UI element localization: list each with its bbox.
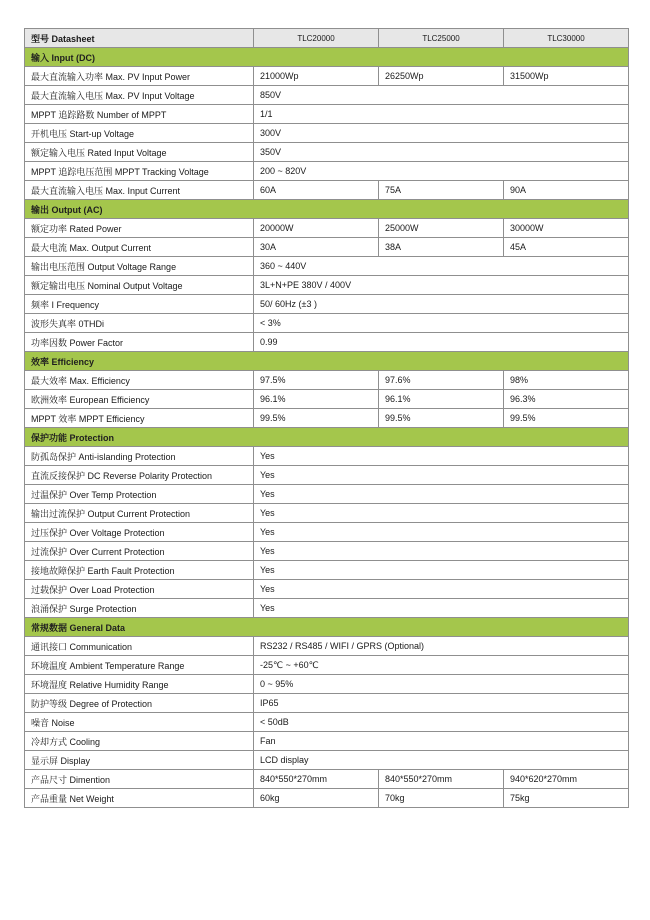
row-label: 过流保护 Over Current Protection — [25, 542, 254, 561]
row-value: 99.5% — [504, 409, 629, 428]
table-row — [25, 257, 629, 276]
row-value: 97.6% — [379, 371, 504, 390]
row-value: 38A — [379, 238, 504, 257]
table-row — [25, 162, 629, 181]
row-value: 30A — [254, 238, 379, 257]
row-value-merged: < 3% — [254, 314, 629, 333]
section-title: 效率 Efficiency — [25, 352, 629, 371]
table-row — [25, 637, 629, 656]
table-row — [25, 751, 629, 770]
section-band — [25, 618, 629, 637]
table-row — [25, 523, 629, 542]
row-value-merged: RS232 / RS485 / WIFI / GPRS (Optional) — [254, 637, 629, 656]
row-label: 直流反接保护 DC Reverse Polarity Protection — [25, 466, 254, 485]
table-row — [25, 390, 629, 409]
row-value: 75A — [379, 181, 504, 200]
table-row — [25, 732, 629, 751]
table-row — [25, 504, 629, 523]
table-row — [25, 466, 629, 485]
row-label: 过压保护 Over Voltage Protection — [25, 523, 254, 542]
row-value: 45A — [504, 238, 629, 257]
row-value: 21000Wp — [254, 67, 379, 86]
table-row — [25, 86, 629, 105]
section-band — [25, 200, 629, 219]
row-value: 97.5% — [254, 371, 379, 390]
row-value: 25000W — [379, 219, 504, 238]
row-label: 防孤岛保护 Anti-islanding Protection — [25, 447, 254, 466]
table-row — [25, 219, 629, 238]
row-label: 通讯接口 Communication — [25, 637, 254, 656]
row-label: 显示屏 Display — [25, 751, 254, 770]
table-row — [25, 143, 629, 162]
table-row — [25, 371, 629, 390]
table-row — [25, 656, 629, 675]
row-label: 额定输出电压 Nominal Output Voltage — [25, 276, 254, 295]
row-value: 75kg — [504, 789, 629, 808]
row-value-merged: 1/1 — [254, 105, 629, 124]
row-label: 环境湿度 Relative Humidity Range — [25, 675, 254, 694]
table-row — [25, 333, 629, 352]
datasheet-title-cell: 型号 Datasheet — [25, 29, 254, 48]
table-row — [25, 238, 629, 257]
row-value: 70kg — [379, 789, 504, 808]
row-value: 99.5% — [254, 409, 379, 428]
row-label: 功率因数 Power Factor — [25, 333, 254, 352]
row-value-merged: 0 ~ 95% — [254, 675, 629, 694]
row-label: 过温保护 Over Temp Protection — [25, 485, 254, 504]
row-value-merged: Yes — [254, 504, 629, 523]
model-column-header: TLC30000 — [504, 29, 629, 48]
row-value-merged: 3L+N+PE 380V / 400V — [254, 276, 629, 295]
model-column-header: TLC25000 — [379, 29, 504, 48]
row-value: 30000W — [504, 219, 629, 238]
row-label: 产品重量 Net Weight — [25, 789, 254, 808]
row-value-merged: Yes — [254, 466, 629, 485]
table-row — [25, 105, 629, 124]
row-label: MPPT 效率 MPPT Efficiency — [25, 409, 254, 428]
row-value: 96.1% — [254, 390, 379, 409]
row-value-merged: Yes — [254, 485, 629, 504]
row-value: 26250Wp — [379, 67, 504, 86]
table-row — [25, 580, 629, 599]
row-label: 输出过流保护 Output Current Protection — [25, 504, 254, 523]
row-label: 波形失真率 0THDi — [25, 314, 254, 333]
table-row — [25, 770, 629, 789]
row-value-merged: Yes — [254, 580, 629, 599]
row-value-merged: Yes — [254, 561, 629, 580]
table-row — [25, 561, 629, 580]
row-value-merged: 200 ~ 820V — [254, 162, 629, 181]
row-label: 浪涌保护 Surge Protection — [25, 599, 254, 618]
row-value: 60A — [254, 181, 379, 200]
table-header-row — [25, 29, 629, 48]
row-value: 940*620*270mm — [504, 770, 629, 789]
table-row — [25, 276, 629, 295]
row-value: 96.1% — [379, 390, 504, 409]
row-label: 接地故障保护 Earth Fault Protection — [25, 561, 254, 580]
row-label: 最大电流 Max. Output Current — [25, 238, 254, 257]
row-value-merged: 300V — [254, 124, 629, 143]
row-label: 额定输入电压 Rated Input Voltage — [25, 143, 254, 162]
row-value-merged: 0.99 — [254, 333, 629, 352]
table-row — [25, 675, 629, 694]
table-row — [25, 694, 629, 713]
row-value-merged: IP65 — [254, 694, 629, 713]
row-label: 欧洲效率 European Efficiency — [25, 390, 254, 409]
section-title: 保护功能 Protection — [25, 428, 629, 447]
row-label: 冷却方式 Cooling — [25, 732, 254, 751]
table-row — [25, 314, 629, 333]
row-label: 频率 I Frequency — [25, 295, 254, 314]
datasheet-table — [24, 28, 629, 808]
table-row — [25, 124, 629, 143]
row-value-merged: Yes — [254, 447, 629, 466]
row-label: 最大直流输入电压 Max. PV Input Voltage — [25, 86, 254, 105]
row-label: 最大直流输入功率 Max. PV Input Power — [25, 67, 254, 86]
row-value-merged: Yes — [254, 542, 629, 561]
table-row — [25, 181, 629, 200]
row-label: 输出电压范围 Output Voltage Range — [25, 257, 254, 276]
row-label: 产品尺寸 Dimention — [25, 770, 254, 789]
table-row — [25, 713, 629, 732]
row-label: 额定功率 Rated Power — [25, 219, 254, 238]
row-label: 环境温度 Ambient Temperature Range — [25, 656, 254, 675]
row-value: 31500Wp — [504, 67, 629, 86]
table-row — [25, 542, 629, 561]
row-value: 99.5% — [379, 409, 504, 428]
section-band — [25, 428, 629, 447]
row-label: 过载保护 Over Load Protection — [25, 580, 254, 599]
row-value: 840*550*270mm — [254, 770, 379, 789]
table-row — [25, 67, 629, 86]
row-value: 96.3% — [504, 390, 629, 409]
section-title: 输入 Input (DC) — [25, 48, 629, 67]
row-label: 最大效率 Max. Efficiency — [25, 371, 254, 390]
section-title: 输出 Output (AC) — [25, 200, 629, 219]
table-row — [25, 295, 629, 314]
row-label: 开机电压 Start-up Voltage — [25, 124, 254, 143]
section-title: 常规数据 General Data — [25, 618, 629, 637]
row-value-merged: < 50dB — [254, 713, 629, 732]
row-label: 噪音 Noise — [25, 713, 254, 732]
row-value-merged: 50/ 60Hz (±3 ) — [254, 295, 629, 314]
table-row — [25, 485, 629, 504]
row-value: 840*550*270mm — [379, 770, 504, 789]
row-label: MPPT 追踪路数 Number of MPPT — [25, 105, 254, 124]
row-value-merged: 360 ~ 440V — [254, 257, 629, 276]
row-value-merged: Yes — [254, 523, 629, 542]
table-row — [25, 789, 629, 808]
table-row — [25, 599, 629, 618]
model-column-header: TLC20000 — [254, 29, 379, 48]
row-value: 20000W — [254, 219, 379, 238]
row-value-merged: 850V — [254, 86, 629, 105]
section-band — [25, 352, 629, 371]
section-band — [25, 48, 629, 67]
row-value: 98% — [504, 371, 629, 390]
table-row — [25, 447, 629, 466]
row-value-merged: Yes — [254, 599, 629, 618]
table-row — [25, 409, 629, 428]
row-value: 60kg — [254, 789, 379, 808]
row-value-merged: -25℃ ~ +60℃ — [254, 656, 629, 675]
row-label: MPPT 追踪电压范围 MPPT Tracking Voltage — [25, 162, 254, 181]
row-value: 90A — [504, 181, 629, 200]
row-label: 防护等级 Degree of Protection — [25, 694, 254, 713]
row-value-merged: 350V — [254, 143, 629, 162]
row-label: 最大直流输入电压 Max. Input Current — [25, 181, 254, 200]
row-value-merged: Fan — [254, 732, 629, 751]
row-value-merged: LCD display — [254, 751, 629, 770]
